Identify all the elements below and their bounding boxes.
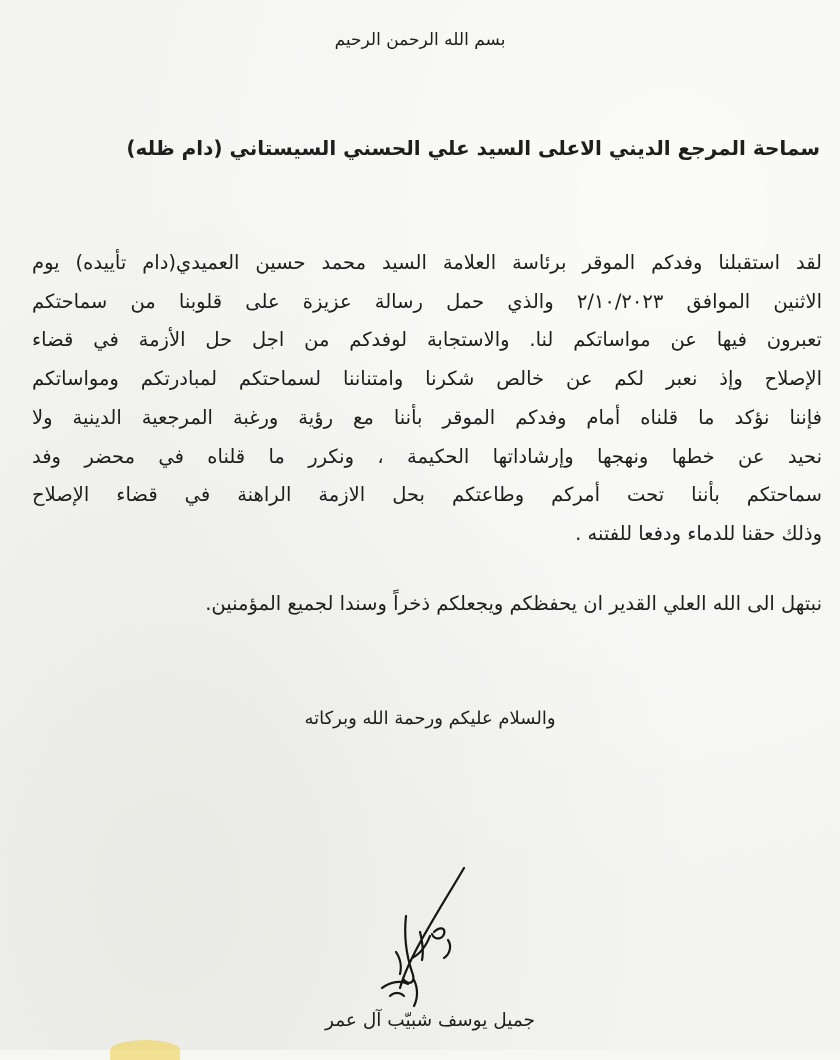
- body-line: الإصلاح وإذ نعبر لكم عن خالص شكرنا وامتناننا لسماحتكم لمبادرتكم ومواساتكم: [32, 367, 822, 391]
- prayer-line: نبتهل الى الله العلي القدير ان يحفظكم ويجعلكم ذخراً وسندا لجميع المؤمنين.: [205, 592, 822, 615]
- addressee-line: سماحة المرجع الديني الاعلى السيد علي الحسني السيستاني (دام ظله): [126, 136, 820, 160]
- handwritten-signature: [360, 862, 500, 1012]
- body-line: فإننا نؤكد ما قلناه أمام وفدكم الموقر بأننا مع رؤية ورغبة المرجعية الدينية ولا: [32, 405, 822, 429]
- body-line: الاثنين الموافق ٢/١٠/٢٠٢٣ والذي حمل رسالة عزيزة على قلوبنا من سماحتكم: [32, 289, 822, 313]
- body-line: نحيد عن خطها ونهجها وإرشاداتها الحكيمة ، ونكرر ما قلناه في محضر وفد: [32, 444, 822, 468]
- signatory-name: جميل يوسف شبيّب آل عمر: [325, 1010, 535, 1031]
- body-line: لقد استقبلنا وفدكم الموقر برئاسة العلامة السيد محمد حسين العميدي(دام تأييده) يوم: [32, 251, 822, 274]
- body-line: سماحتكم بأننا تحت أمركم وطاعتكم بحل الازمة الراهنة في قضاء الإصلاح: [32, 483, 822, 507]
- letter-body: [32, 244, 822, 554]
- body-line: وذلك حقنا للدماء ودفعا للفتنه .: [575, 521, 822, 545]
- paper-stain: [110, 1040, 180, 1060]
- body-line: تعبرون فيها عن مواساتكم لنا. والاستجابة لوفدكم من اجل حل الأزمة في قضاء: [32, 328, 822, 352]
- closing-salutation: والسلام عليكم ورحمة الله وبركاته: [304, 708, 556, 729]
- basmala-heading: بسم الله الرحمن الرحيم: [334, 30, 506, 50]
